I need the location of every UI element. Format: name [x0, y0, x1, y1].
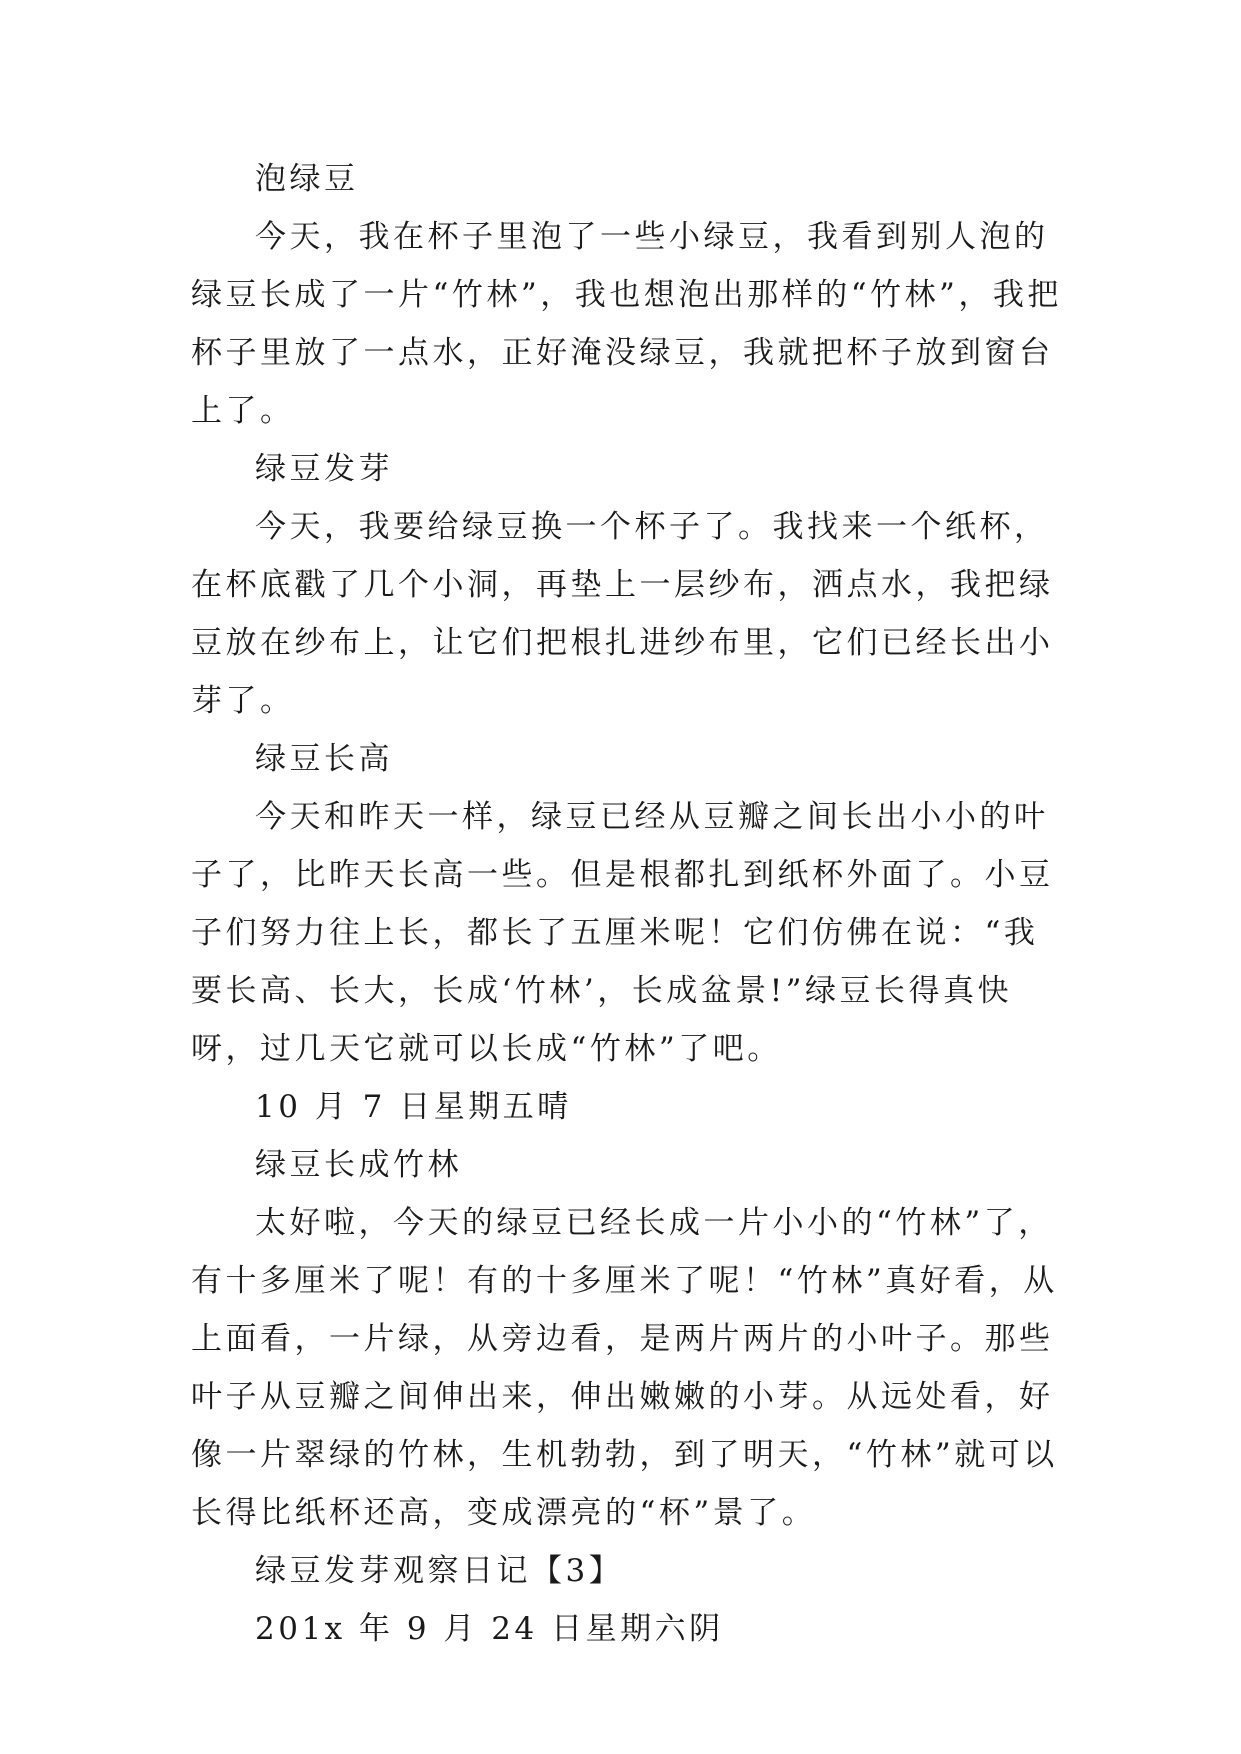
paragraph-bamboo-forest: 太好啦，今天的绿豆已经长成一片小小的“竹林”了，有十多厘米了呢！有的十多厘米了呢！“竹林”真好看，从上面看，一片绿，从旁边看，是两片两片的小叶子。那些叶子从豆瓣之间伸出来，伸出嫩嫩的小芽。从远处看，好像一片翠绿的竹林，生机勃勃，到了明天，“竹林”就可以长得比纸杯还高，变成漂亮的“杯”景了。 [191, 1205, 1058, 1531]
section-heading-bamboo-forest: 绿豆长成竹林 [255, 1147, 462, 1183]
section-heading-growing-taller: 绿豆长高 [255, 741, 393, 777]
section-heading-soak-beans: 泡绿豆 [255, 161, 359, 197]
date-line-oct-7: 10 月 7 日星期五晴 [255, 1089, 572, 1125]
document-body [191, 150, 1071, 1658]
section-heading-sprouting: 绿豆发芽 [255, 451, 393, 487]
paragraph-growing-taller: 今天和昨天一样，绿豆已经从豆瓣之间长出小小的叶子了，比昨天长高一些。但是根都扎到纸杯外面了。小豆子们努力往上长，都长了五厘米呢！它们仿佛在说：“我要长高、长大，长成‘竹林’，长成盆景!”绿豆长得真快呀，过几天它就可以长成“竹林”了吧。 [191, 799, 1054, 1067]
diary-title-3: 绿豆发芽观察日记【3】 [255, 1553, 624, 1589]
paragraph-sprouting: 今天，我要给绿豆换一个杯子了。我找来一个纸杯，在杯底戳了几个小洞，再垫上一层纱布，洒点水，我把绿豆放在纱布上，让它们把根扎进纱布里，它们已经长出小芽了。 [191, 509, 1054, 719]
date-line-sep-24: 201x 年 9 月 24 日星期六阴 [255, 1611, 724, 1647]
paragraph-soak-beans: 今天，我在杯子里泡了一些小绿豆，我看到别人泡的绿豆长成了一片“竹林”，我也想泡出那样的“竹林”，我把杯子里放了一点水，正好淹没绿豆，我就把杯子放到窗台上了。 [191, 219, 1062, 429]
